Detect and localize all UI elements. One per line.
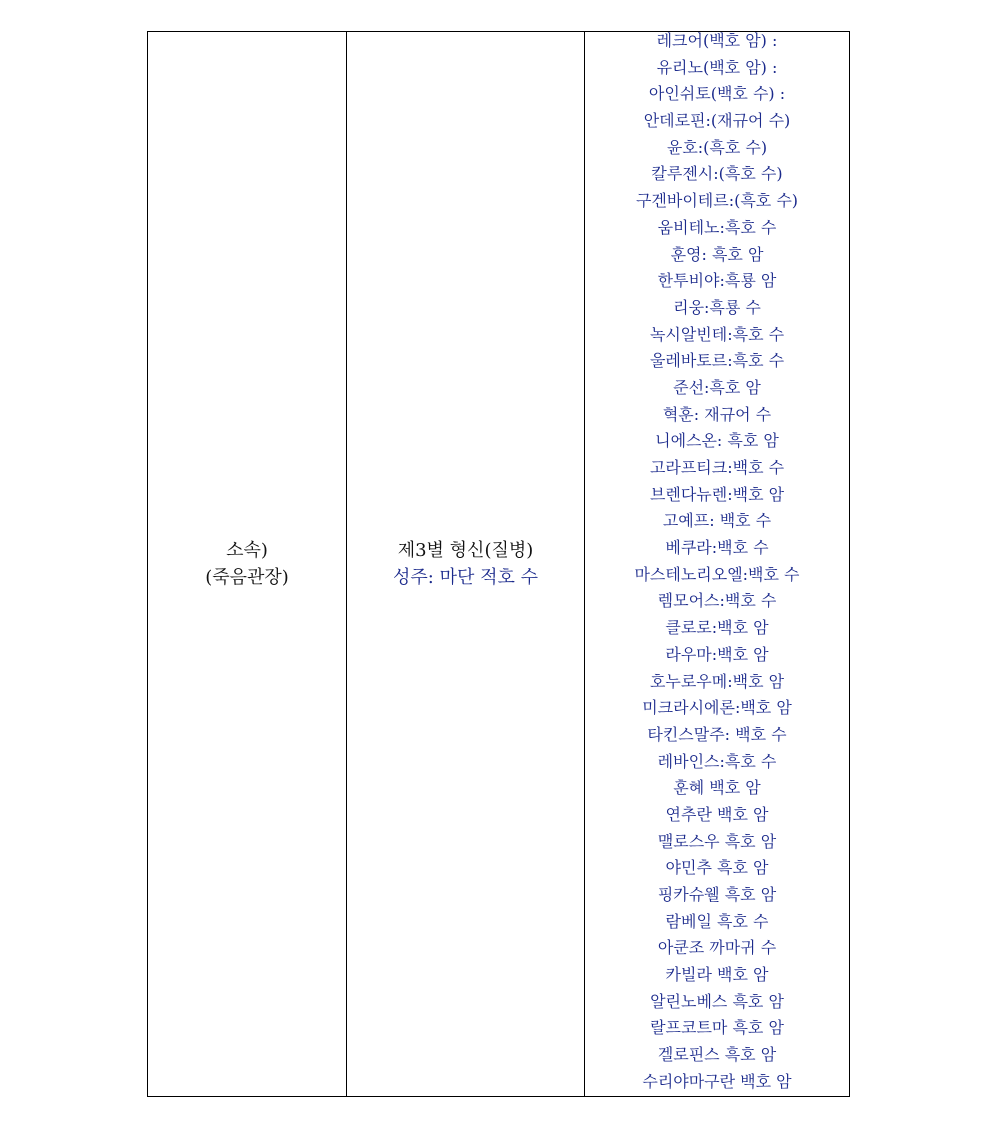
list-item: 움비테노:흑호 수 — [657, 217, 777, 237]
list-item: 마스테노리오엘:백호 수 — [634, 564, 800, 584]
list-item: 알린노베스 흑호 암 — [650, 991, 784, 1011]
list-item: 야민추 흑호 암 — [665, 858, 769, 878]
list-item: 훈혜 백호 암 — [673, 778, 761, 798]
table-row — [148, 32, 850, 1097]
list-item: 니에스온: 흑호 암 — [655, 431, 779, 451]
list-item: 혁훈: 재규어 수 — [662, 404, 772, 424]
list-item: 구겐바이테르:(흑호 수) — [635, 191, 799, 211]
list-item: 안데로핀:(재규어 수) — [643, 111, 791, 131]
list-item: 울레바토르:흑호 수 — [649, 351, 785, 371]
list-item: 윤호:(흑호 수) — [666, 137, 768, 157]
list-item: 한투비야:흑룡 암 — [657, 271, 777, 291]
list-item: 렘모어스:백호 수 — [657, 591, 777, 611]
list-item: 겔로핀스 흑호 암 — [657, 1045, 777, 1065]
list-item: 호누로우메:백호 암 — [649, 671, 785, 691]
list-item: 고예프: 백호 수 — [662, 511, 772, 531]
list-item: 카빌라 백호 암 — [665, 965, 769, 985]
list-item: 녹시알빈테:흑호 수 — [649, 324, 785, 344]
list-item: 브렌다뉴렌:백호 암 — [649, 484, 785, 504]
list-item: 라우마:백호 암 — [665, 644, 769, 664]
document-table — [147, 31, 850, 1097]
list-item: 랄프코트마 흑호 암 — [650, 1018, 784, 1038]
member-list — [585, 28, 849, 1096]
affiliation-role: (죽음관장) — [205, 566, 289, 588]
list-item: 핑카슈웰 흑호 암 — [657, 885, 777, 904]
list-item: 연추란 백호 암 — [665, 804, 769, 824]
list-item: 클로로:백호 암 — [665, 618, 769, 638]
star-lord: 성주: 마단 적호 수 — [393, 566, 538, 588]
list-item: 리웅:흑룡 수 — [673, 297, 761, 317]
list-item: 베쿠라:백호 수 — [665, 538, 769, 558]
list-item: 레바인스:흑호 수 — [657, 751, 777, 771]
list-item: 아쿤조 까마귀 수 — [657, 938, 777, 958]
list-item: 맬로스우 흑호 암 — [657, 831, 777, 851]
list-item: 미크라시에론:백호 암 — [642, 698, 792, 718]
star-cell — [347, 32, 585, 1097]
affiliation-cell — [148, 32, 347, 1097]
list-item: 유리노(백호 암) : — [656, 57, 778, 77]
list-item: 준선:흑호 암 — [673, 377, 761, 397]
affiliation-label: 소속) — [226, 539, 268, 561]
member-list-cell — [585, 32, 850, 1097]
list-item: 레크어(백호 암) : — [656, 31, 778, 50]
star-title: 제3별 형신(질병) — [397, 539, 534, 561]
list-item: 칼루젠시:(흑호 수) — [651, 164, 783, 184]
list-item: 수리야마구란 백호 암 — [642, 1071, 792, 1091]
list-item: 훈영: 흑호 암 — [670, 244, 764, 264]
list-item: 고라프티크:백호 수 — [649, 458, 785, 477]
list-item: 타킨스말주: 백호 수 — [647, 724, 787, 744]
list-item: 아인쉬토(백호 수) : — [648, 84, 786, 104]
list-item: 람베일 흑호 수 — [665, 911, 769, 931]
